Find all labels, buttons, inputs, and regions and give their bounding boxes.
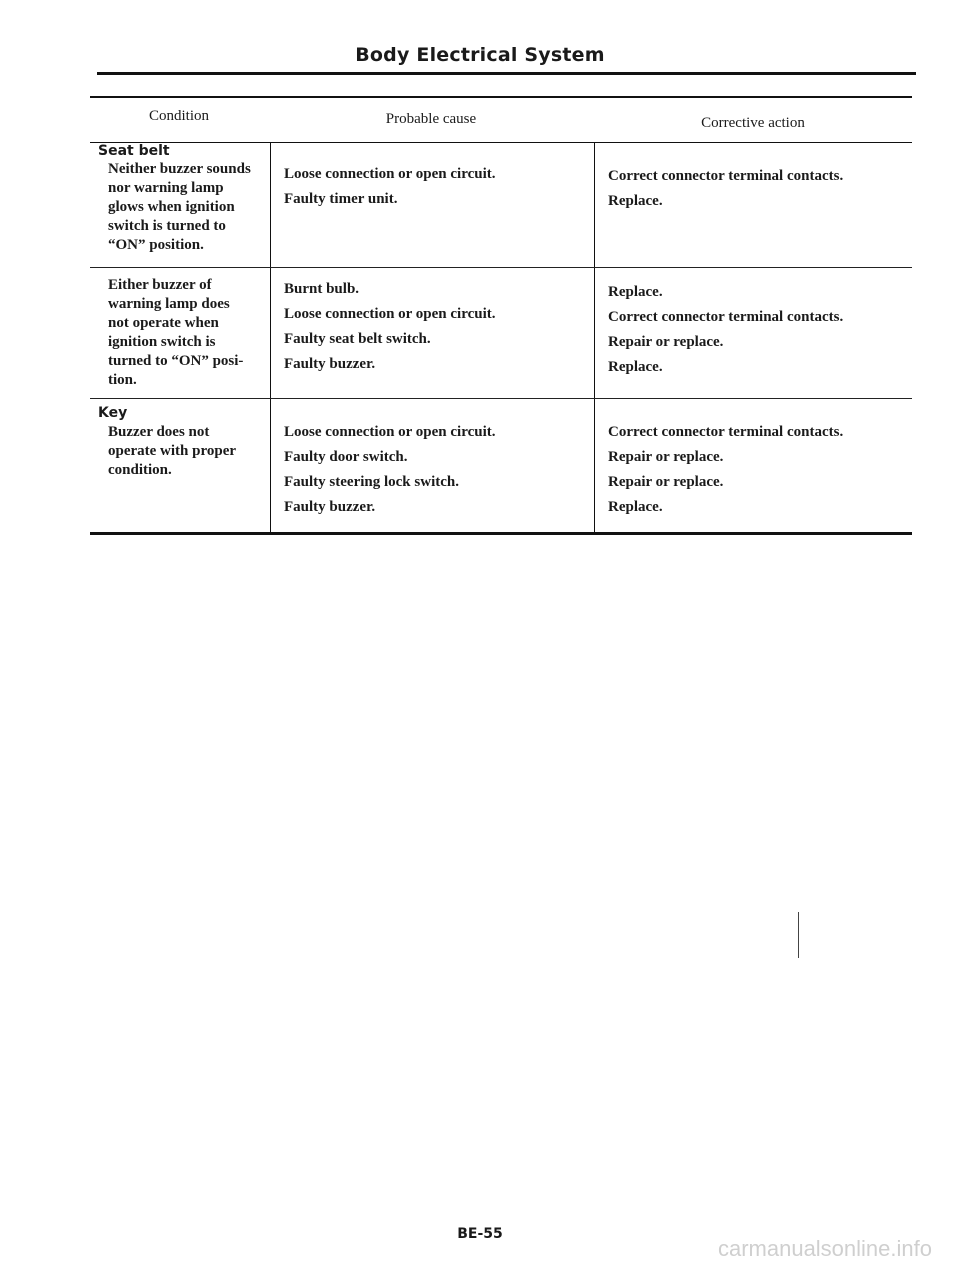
cause-item: Faulty buzzer. [284, 499, 376, 515]
condition-line: tion. [108, 372, 137, 388]
cause-list [284, 165, 496, 215]
table-header [90, 96, 912, 143]
condition-text [108, 423, 236, 480]
condition-line: “ON” position. [108, 237, 204, 253]
table-row-group [90, 399, 912, 535]
page-number: BE-55 [457, 1226, 503, 1242]
condition-text [108, 276, 243, 390]
condition-line: Either buzzer of [108, 277, 212, 293]
condition-text [108, 160, 251, 255]
condition-line: nor warning lamp [108, 180, 224, 196]
cause-cell [270, 399, 595, 532]
header-probable-cause: Probable cause [385, 111, 477, 127]
action-item: Repair or replace. [608, 474, 724, 490]
group-heading-key: Key [98, 405, 128, 421]
condition-line: warning lamp does [108, 296, 230, 312]
condition-line: not operate when [108, 315, 219, 331]
action-list [608, 167, 843, 217]
cause-item: Faulty seat belt switch. [284, 331, 431, 347]
cause-list [284, 423, 496, 523]
action-item: Replace. [608, 499, 663, 515]
title-rule [97, 72, 916, 75]
condition-line: condition. [108, 462, 172, 478]
watermark: carmanualsonline.info [717, 1236, 932, 1261]
action-cell [594, 143, 912, 267]
cause-item: Faulty steering lock switch. [284, 474, 459, 490]
condition-cell [90, 268, 271, 398]
action-item: Correct connector terminal contacts. [608, 168, 844, 184]
action-item: Repair or replace. [608, 334, 724, 350]
action-item: Correct connector terminal contacts. [608, 309, 844, 325]
cause-item: Loose connection or open circuit. [284, 166, 496, 182]
group-heading-seat-belt: Seat belt [98, 143, 170, 159]
action-item: Replace. [608, 193, 663, 209]
header-condition: Condition [148, 108, 209, 124]
cause-cell [270, 143, 595, 267]
condition-line: turned to “ON” posi- [108, 353, 244, 369]
condition-line: switch is turned to [108, 218, 226, 234]
header-corrective-action: Corrective action [701, 115, 805, 131]
table-row-group [90, 143, 912, 268]
condition-cell [90, 143, 271, 267]
action-cell [594, 399, 912, 532]
page-title: Body Electrical System [355, 44, 605, 66]
action-cell [594, 268, 912, 398]
condition-line: glows when ignition [108, 199, 235, 215]
action-item: Replace. [608, 359, 663, 375]
action-list [608, 283, 843, 383]
table-row-group [90, 268, 912, 399]
action-item: Replace. [608, 284, 663, 300]
action-list [608, 423, 843, 523]
cause-item: Burnt bulb. [284, 281, 360, 297]
condition-line: ignition switch is [108, 334, 216, 350]
action-item: Repair or replace. [608, 449, 724, 465]
condition-line: Neither buzzer sounds [108, 161, 251, 177]
troubleshooting-table [90, 96, 912, 535]
action-item: Correct connector terminal contacts. [608, 424, 844, 440]
condition-line: operate with proper [108, 443, 237, 459]
cause-item: Faulty timer unit. [284, 191, 398, 207]
scan-mark [798, 912, 799, 958]
cause-item: Faulty buzzer. [284, 356, 376, 372]
condition-cell [90, 399, 271, 532]
cause-item: Faulty door switch. [284, 449, 408, 465]
cause-item: Loose connection or open circuit. [284, 424, 496, 440]
cause-cell [270, 268, 595, 398]
cause-item: Loose connection or open circuit. [284, 306, 496, 322]
cause-list [284, 280, 496, 380]
condition-line: Buzzer does not [108, 424, 210, 440]
